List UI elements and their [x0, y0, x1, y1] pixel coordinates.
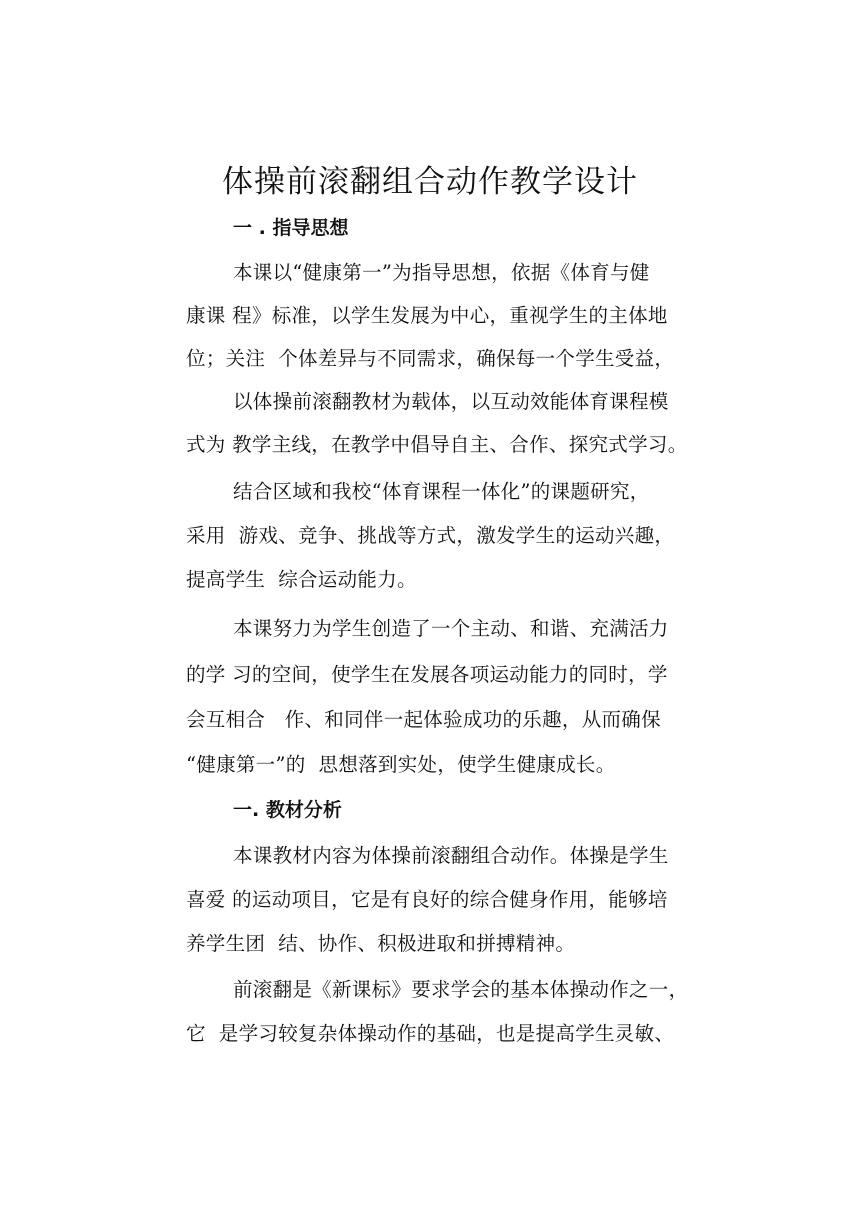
paragraph-line: 本课以“健康第一”为指导思想，依据《体育与健 [233, 261, 650, 284]
paragraph-line: 前滚翻是《新课标》要求学会的基本体操动作之一， [233, 978, 689, 1001]
paragraph-line: 采用 游戏、竞争、挑战等方式，激发学生的运动兴趣， [186, 524, 675, 547]
paragraph-line: 提高学生 综合运动能力。 [186, 568, 417, 591]
paragraph-line: 会互相合 作、和同伴一起体验成功的乐趣，从而确保 [186, 708, 661, 731]
paragraph-line: 它 是学习较复杂体操动作的基础，也是提高学生灵敏、 [186, 1022, 675, 1045]
paragraph-line: 的学 习的空间，使学生在发展各项运动能力的同时，学 [186, 663, 668, 686]
paragraph-line: 本课教材内容为体操前滚翻组合动作。体操是学生 [233, 844, 669, 867]
paragraph-line: 结合区域和我校“体育课程一体化”的课题研究， [233, 480, 650, 503]
paragraph-line: “健康第一”的 思想落到实处，使学生健康成长。 [186, 753, 616, 776]
section-heading-material-analysis: 一. 教材分析 [233, 799, 342, 821]
paragraph-line: 位；关注 个体差异与不同需求，确保每一个学生受益， [186, 347, 675, 370]
paragraph-line: 式为 教学主线，在教学中倡导自主、合作、探究式学习。 [186, 433, 688, 456]
paragraph-line: 康课 程》标准，以学生发展为中心，重视学生的主体地 [186, 304, 668, 327]
document-title: 体操前滚翻组合动作教学设计 [222, 164, 638, 200]
paragraph-line: 以体操前滚翻教材为载体，以互动效能体育课程模 [233, 390, 669, 413]
paragraph-line: 养学生团 结、协作、积极进取和拼搏精神。 [186, 932, 576, 955]
paragraph-line: 喜爱 的运动项目，它是有良好的综合健身作用，能够培 [186, 888, 668, 911]
paragraph-line: 本课努力为学生创造了一个主动、和谐、充满活力 [233, 617, 669, 640]
section-heading-guiding-ideology: 一 . 指导思想 [233, 217, 349, 239]
